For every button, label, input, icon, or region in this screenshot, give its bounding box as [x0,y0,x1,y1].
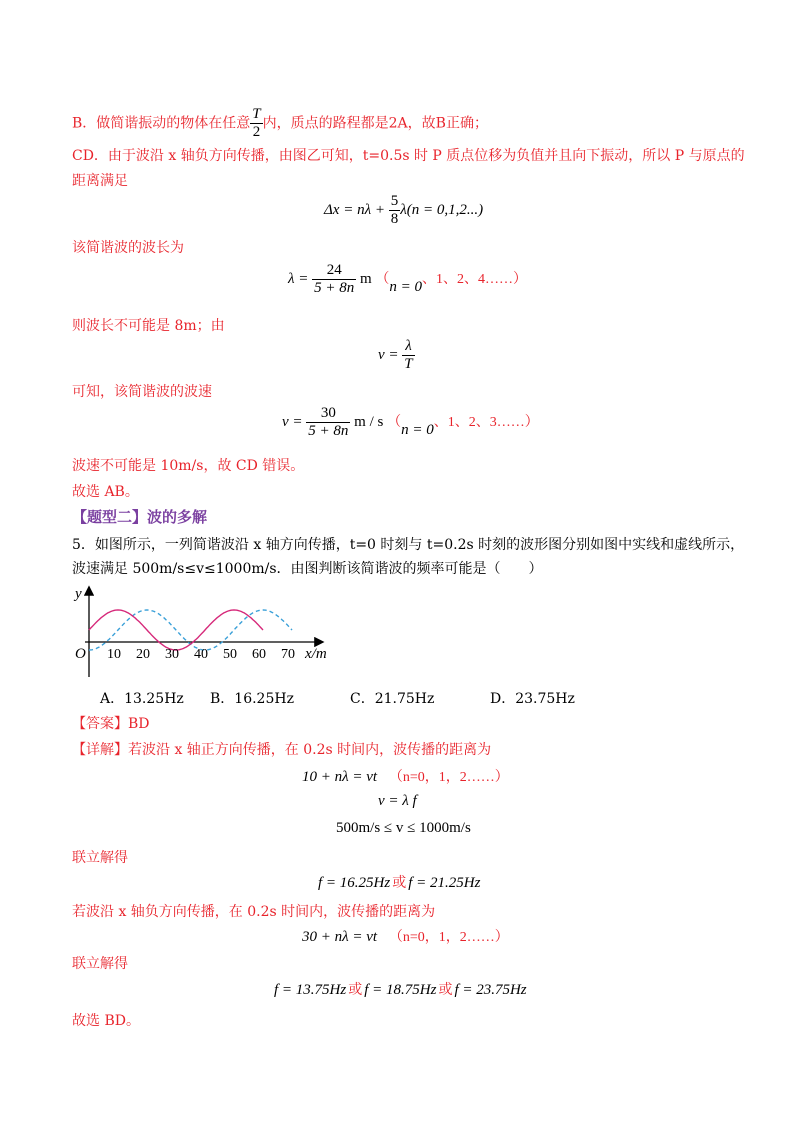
choose-ab-text: 故选 AB。 [72,484,139,500]
option-b-explanation [72,106,488,141]
cd-explanation-line2: 距离满足 [72,173,128,189]
option-b: B．16.25Hz [210,691,294,707]
question-5-line1: 5．如图所示，一列简谐波沿 x 轴方向传播，t=0 时刻与 t=0.2s 时刻的波形图分别如图中实线和虚线所示， [72,537,745,553]
detail-text: 【详解】若波沿 x 轴正方向传播，在 0.2s 时间内，波传播的距离为 [72,742,492,758]
equation-delta-x: Δx = nλ + $\frac{5}{8}$ λ(n = 0,1,2...) [324,193,484,227]
equation-negative-frequencies: f = 13.75Hz 或 f = 18.75Hz 或 f = 23.75Hz [274,982,527,998]
b-text-pre: B．做简谐振动的物体在任意 [72,115,251,132]
equation-wavelength: λ = $\frac{24}{5 + 8n}$ m （n = 0、1、2、4……） [288,262,528,296]
y-axis-label: y [75,586,82,602]
equation-speed-range: 500m/s ≤ v ≤ 1000m/s [336,820,471,836]
option-a: A．13.25Hz [100,691,184,707]
x-tick-40: 40 [194,647,208,662]
not-8m-text: 则波长不可能是 8m；由 [72,318,225,334]
not-10-text: 波速不可能是 10m/s，故 CD 错误。 [72,458,305,474]
answer-text: 【答案】BD [72,716,150,732]
x-axis-label: x/m [305,646,327,662]
equation-positive-frequencies: f = 16.25Hz 或 f = 21.25Hz [318,875,481,891]
x-tick-60: 60 [252,647,266,662]
option-d: D．23.75Hz [490,691,575,707]
equation-negative-distance: 30 + nλ = vt （n=0，1，2……） [302,929,509,945]
wavelength-label: 该简谐波的波长为 [72,240,184,256]
x-tick-70: 70 [281,647,295,662]
option-c: C．21.75Hz [350,691,435,707]
equation-v-lambda-f: v = λ f [378,793,417,809]
section-title: 【题型二】波的多解 [72,508,208,526]
equation-v-lambda-over-t: v = $\frac{\lambda}{T}$ [378,338,413,372]
equation-positive-distance: 10 + nλ = vt （n=0，1，2……） [302,769,509,785]
origin-label: O [75,646,86,662]
x-tick-30: 30 [165,647,179,662]
x-tick-20: 20 [136,647,150,662]
wave-figure [70,582,340,682]
b-fraction: $\frac{T}{2}$ [252,106,261,140]
negative-direction-text: 若波沿 x 轴负方向传播，在 0.2s 时间内，波传播的距离为 [72,904,436,920]
question-5-line2: 波速满足 500m/s≤v≤1000m/s．由图判断该简谐波的频率可能是（ ） [72,561,543,577]
speed-label: 可知，该简谐波的波速 [72,384,212,400]
x-tick-10: 10 [107,647,121,662]
x-tick-50: 50 [223,647,237,662]
solve-text-2: 联立解得 [72,956,128,972]
solve-text-1: 联立解得 [72,850,128,866]
equation-wave-speed: v = $\frac{30}{5 + 8n}$ m / s （n = 0、1、2、3……） [282,405,539,439]
choose-bd-text: 故选 BD。 [72,1013,140,1029]
cd-explanation-line1: CD．由于波沿 x 轴负方向传播，由图乙可知，t=0.5s 时 P 质点位移为负值并且向下振动，所以 P 与原点的 [72,148,745,164]
b-text-post: 内，质点的路程都是2A，故B正确； [262,115,488,132]
